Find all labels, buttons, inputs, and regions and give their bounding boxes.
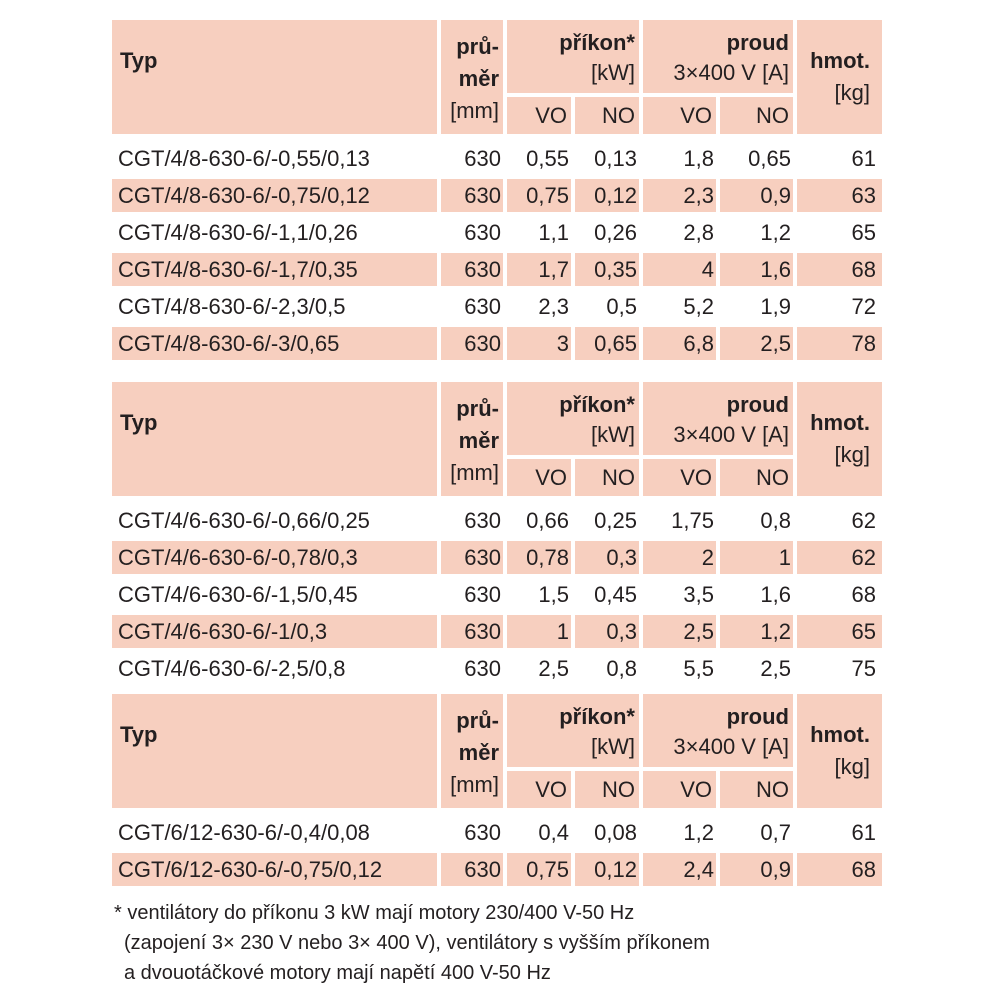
cell-typ: CGT/4/8-630-6/-2,3/0,5 bbox=[118, 294, 346, 319]
header-prikon-vo-cell bbox=[507, 771, 571, 808]
header-gap bbox=[112, 496, 882, 504]
header-prikon-vo: VO bbox=[535, 103, 567, 128]
header-hmot-unit: [kg] bbox=[834, 754, 870, 779]
header-proud-vo-cell bbox=[643, 97, 716, 134]
cell-prumer: 630 bbox=[441, 253, 503, 286]
cell-prikon-no: 0,08 bbox=[594, 820, 637, 845]
header-prumer-2: měr bbox=[458, 740, 499, 765]
cell-prikon-vo: 0,55 bbox=[526, 146, 569, 171]
cell-proud-no: 1 bbox=[720, 541, 793, 574]
header-proud-vo-cell bbox=[643, 771, 716, 808]
cell-prikon-vo: 1,5 bbox=[538, 582, 569, 607]
cell-prumer: 630 bbox=[441, 615, 503, 648]
cell-typ: CGT/4/6-630-6/-2,5/0,8 bbox=[118, 656, 346, 681]
cell-hmot: 68 bbox=[797, 253, 882, 286]
cell-proud-vo: 2,4 bbox=[643, 853, 716, 886]
table-row bbox=[112, 504, 882, 541]
footnote bbox=[114, 898, 710, 988]
header-hmot: hmot. bbox=[810, 48, 870, 73]
table-row bbox=[112, 578, 882, 615]
cell-prikon-vo: 0,75 bbox=[507, 179, 571, 212]
cell-prumer: 630 bbox=[441, 541, 503, 574]
header-proud-cell bbox=[643, 382, 793, 455]
cell-hmot: 68 bbox=[797, 853, 882, 886]
cell-prikon-vo: 0,75 bbox=[507, 853, 571, 886]
cell-proud-vo: 5,5 bbox=[683, 656, 714, 681]
cell-proud-vo: 4 bbox=[643, 253, 716, 286]
header-prikon-no-cell bbox=[575, 459, 639, 496]
cell-proud-no: 1,2 bbox=[720, 615, 793, 648]
cell-hmot: 61 bbox=[851, 146, 876, 171]
cell-typ: CGT/4/8-630-6/-1,7/0,35 bbox=[112, 253, 437, 286]
cell-prikon-no: 0,12 bbox=[575, 179, 639, 212]
header-prumer-1: prů- bbox=[456, 34, 499, 59]
header-proud-unit: 3×400 V [A] bbox=[673, 60, 789, 85]
table-row bbox=[112, 179, 882, 216]
cell-hmot: 62 bbox=[851, 508, 876, 533]
table-row bbox=[112, 142, 882, 179]
cell-typ: CGT/4/6-630-6/-0,66/0,25 bbox=[118, 508, 370, 533]
cell-typ: CGT/6/12-630-6/-0,75/0,12 bbox=[112, 853, 437, 886]
cell-prumer: 630 bbox=[464, 146, 501, 171]
cell-prumer: 630 bbox=[441, 179, 503, 212]
header-prikon: příkon* bbox=[559, 392, 635, 417]
cell-prumer: 630 bbox=[464, 508, 501, 533]
header-gap bbox=[112, 808, 882, 816]
cell-proud-vo: 2,8 bbox=[683, 220, 714, 245]
cell-typ: CGT/4/6-630-6/-0,78/0,3 bbox=[112, 541, 437, 574]
spec-table-3 bbox=[112, 694, 882, 890]
header-prikon-vo: VO bbox=[535, 465, 567, 490]
cell-proud-no: 1,9 bbox=[760, 294, 791, 319]
cell-prumer: 630 bbox=[464, 220, 501, 245]
header-gap bbox=[112, 134, 882, 142]
table-row bbox=[112, 652, 882, 689]
cell-prikon-no: 0,12 bbox=[575, 853, 639, 886]
cell-hmot: 75 bbox=[851, 656, 876, 681]
cell-proud-vo: 1,8 bbox=[683, 146, 714, 171]
cell-proud-no: 0,65 bbox=[748, 146, 791, 171]
header-typ: Typ bbox=[120, 410, 158, 435]
cell-typ: CGT/4/8-630-6/-1,1/0,26 bbox=[118, 220, 358, 245]
header-prikon-vo-cell bbox=[507, 459, 571, 496]
header-prumer-unit: [mm] bbox=[450, 98, 499, 123]
cell-prikon-no: 0,5 bbox=[606, 294, 637, 319]
header-prikon: příkon* bbox=[559, 30, 635, 55]
header-prikon-cell bbox=[507, 20, 639, 93]
table-row bbox=[112, 816, 882, 853]
cell-prumer: 630 bbox=[464, 582, 501, 607]
header-hmot-cell bbox=[797, 382, 882, 496]
header-hmot-unit: [kg] bbox=[834, 80, 870, 105]
cell-proud-vo: 2,3 bbox=[643, 179, 716, 212]
cell-typ: CGT/4/8-630-6/-0,75/0,12 bbox=[112, 179, 437, 212]
header-prikon-unit: [kW] bbox=[591, 734, 635, 759]
header-proud-no: NO bbox=[756, 465, 789, 490]
cell-prikon-no: 0,26 bbox=[594, 220, 637, 245]
header-typ-cell bbox=[112, 20, 437, 134]
cell-prikon-vo: 1 bbox=[507, 615, 571, 648]
cell-hmot: 63 bbox=[797, 179, 882, 212]
cell-prikon-vo: 2,5 bbox=[538, 656, 569, 681]
table-row bbox=[112, 853, 882, 890]
header-proud-unit: 3×400 V [A] bbox=[673, 734, 789, 759]
header-proud-vo: VO bbox=[680, 465, 712, 490]
header-prikon-cell bbox=[507, 382, 639, 455]
cell-prikon-no: 0,65 bbox=[575, 327, 639, 360]
cell-prikon-vo: 1,7 bbox=[507, 253, 571, 286]
header-prikon-vo: VO bbox=[535, 777, 567, 802]
header-hmot: hmot. bbox=[810, 410, 870, 435]
cell-proud-vo: 2,5 bbox=[643, 615, 716, 648]
header-prumer-unit: [mm] bbox=[450, 460, 499, 485]
cell-proud-vo: 5,2 bbox=[683, 294, 714, 319]
header-proud-no: NO bbox=[756, 103, 789, 128]
cell-prikon-vo: 2,3 bbox=[538, 294, 569, 319]
header-proud-vo-cell bbox=[643, 459, 716, 496]
cell-hmot: 65 bbox=[851, 220, 876, 245]
header-proud-vo: VO bbox=[680, 103, 712, 128]
cell-proud-no: 0,9 bbox=[720, 179, 793, 212]
header-prikon-unit: [kW] bbox=[591, 60, 635, 85]
header-typ: Typ bbox=[120, 722, 158, 747]
cell-typ: CGT/4/6-630-6/-1/0,3 bbox=[112, 615, 437, 648]
header-prikon-cell bbox=[507, 694, 639, 767]
footnote-line-2: (zapojení 3× 230 V nebo 3× 400 V), ventilátory s vyšším příkonem bbox=[124, 932, 710, 954]
cell-proud-vo: 1,75 bbox=[671, 508, 714, 533]
cell-proud-vo: 6,8 bbox=[643, 327, 716, 360]
cell-hmot: 61 bbox=[851, 820, 876, 845]
header-hmot-cell bbox=[797, 694, 882, 808]
table-header bbox=[112, 20, 882, 134]
cell-proud-no: 0,8 bbox=[760, 508, 791, 533]
header-proud-unit: 3×400 V [A] bbox=[673, 422, 789, 447]
header-prumer-cell bbox=[441, 694, 503, 808]
cell-prikon-vo: 1,1 bbox=[538, 220, 569, 245]
header-proud-no: NO bbox=[756, 777, 789, 802]
header-prumer-1: prů- bbox=[456, 708, 499, 733]
footnote-line-3: a dvouotáčkové motory mají napětí 400 V-50 Hz bbox=[124, 962, 551, 984]
header-proud: proud bbox=[726, 392, 789, 417]
cell-prikon-vo: 0,78 bbox=[507, 541, 571, 574]
cell-prikon-no: 0,3 bbox=[575, 615, 639, 648]
header-proud-vo: VO bbox=[680, 777, 712, 802]
header-hmot: hmot. bbox=[810, 722, 870, 747]
header-prumer-cell bbox=[441, 20, 503, 134]
cell-prikon-vo: 0,66 bbox=[526, 508, 569, 533]
table-row bbox=[112, 541, 882, 578]
cell-proud-no: 0,9 bbox=[720, 853, 793, 886]
cell-proud-vo: 2 bbox=[643, 541, 716, 574]
cell-proud-no: 2,5 bbox=[720, 327, 793, 360]
cell-prikon-no: 0,35 bbox=[575, 253, 639, 286]
cell-prikon-vo: 3 bbox=[507, 327, 571, 360]
cell-hmot: 72 bbox=[851, 294, 876, 319]
cell-typ: CGT/6/12-630-6/-0,4/0,08 bbox=[118, 820, 370, 845]
cell-prikon-no: 0,25 bbox=[594, 508, 637, 533]
cell-proud-no: 1,6 bbox=[720, 253, 793, 286]
cell-hmot: 68 bbox=[851, 582, 876, 607]
cell-prikon-vo: 0,4 bbox=[538, 820, 569, 845]
table-row bbox=[112, 216, 882, 253]
cell-proud-no: 1,2 bbox=[760, 220, 791, 245]
cell-prikon-no: 0,3 bbox=[575, 541, 639, 574]
header-prikon-no: NO bbox=[602, 103, 635, 128]
header-proud: proud bbox=[726, 30, 789, 55]
header-prumer-1: prů- bbox=[456, 396, 499, 421]
cell-prumer: 630 bbox=[464, 294, 501, 319]
cell-proud-no: 0,7 bbox=[760, 820, 791, 845]
cell-prumer: 630 bbox=[441, 853, 503, 886]
table-row bbox=[112, 615, 882, 652]
header-typ-cell bbox=[112, 382, 437, 496]
table-header bbox=[112, 694, 882, 808]
footnote-line-1: * ventilátory do příkonu 3 kW mají motory 230/400 V-50 Hz bbox=[114, 902, 635, 924]
header-typ-cell bbox=[112, 694, 437, 808]
cell-typ: CGT/4/8-630-6/-3/0,65 bbox=[112, 327, 437, 360]
cell-hmot: 62 bbox=[797, 541, 882, 574]
header-prikon-vo-cell bbox=[507, 97, 571, 134]
cell-prumer: 630 bbox=[464, 656, 501, 681]
cell-prikon-no: 0,13 bbox=[594, 146, 637, 171]
header-prikon-no: NO bbox=[602, 465, 635, 490]
header-proud-no-cell bbox=[720, 459, 793, 496]
header-prumer-unit: [mm] bbox=[450, 772, 499, 797]
table-row bbox=[112, 253, 882, 290]
cell-proud-vo: 1,2 bbox=[683, 820, 714, 845]
header-proud-no-cell bbox=[720, 771, 793, 808]
header-prikon-no-cell bbox=[575, 771, 639, 808]
header-prikon-unit: [kW] bbox=[591, 422, 635, 447]
header-prikon-no-cell bbox=[575, 97, 639, 134]
header-proud-cell bbox=[643, 694, 793, 767]
table-row bbox=[112, 290, 882, 327]
spec-table-1 bbox=[112, 20, 882, 364]
cell-proud-no: 1,6 bbox=[760, 582, 791, 607]
cell-prumer: 630 bbox=[441, 327, 503, 360]
header-proud-no-cell bbox=[720, 97, 793, 134]
cell-prikon-no: 0,8 bbox=[606, 656, 637, 681]
cell-prikon-no: 0,45 bbox=[594, 582, 637, 607]
header-proud: proud bbox=[726, 704, 789, 729]
header-proud-cell bbox=[643, 20, 793, 93]
header-typ: Typ bbox=[120, 48, 158, 73]
cell-typ: CGT/4/8-630-6/-0,55/0,13 bbox=[118, 146, 370, 171]
spec-table-2 bbox=[112, 382, 882, 689]
cell-proud-no: 2,5 bbox=[760, 656, 791, 681]
cell-typ: CGT/4/6-630-6/-1,5/0,45 bbox=[118, 582, 358, 607]
header-hmot-unit: [kg] bbox=[834, 442, 870, 467]
header-hmot-cell bbox=[797, 20, 882, 134]
header-prikon: příkon* bbox=[559, 704, 635, 729]
table-row bbox=[112, 327, 882, 364]
header-prumer-2: měr bbox=[458, 428, 499, 453]
cell-hmot: 78 bbox=[797, 327, 882, 360]
header-prumer-2: měr bbox=[458, 66, 499, 91]
table-header bbox=[112, 382, 882, 496]
cell-prumer: 630 bbox=[464, 820, 501, 845]
cell-proud-vo: 3,5 bbox=[683, 582, 714, 607]
cell-hmot: 65 bbox=[797, 615, 882, 648]
header-prikon-no: NO bbox=[602, 777, 635, 802]
header-prumer-cell bbox=[441, 382, 503, 496]
